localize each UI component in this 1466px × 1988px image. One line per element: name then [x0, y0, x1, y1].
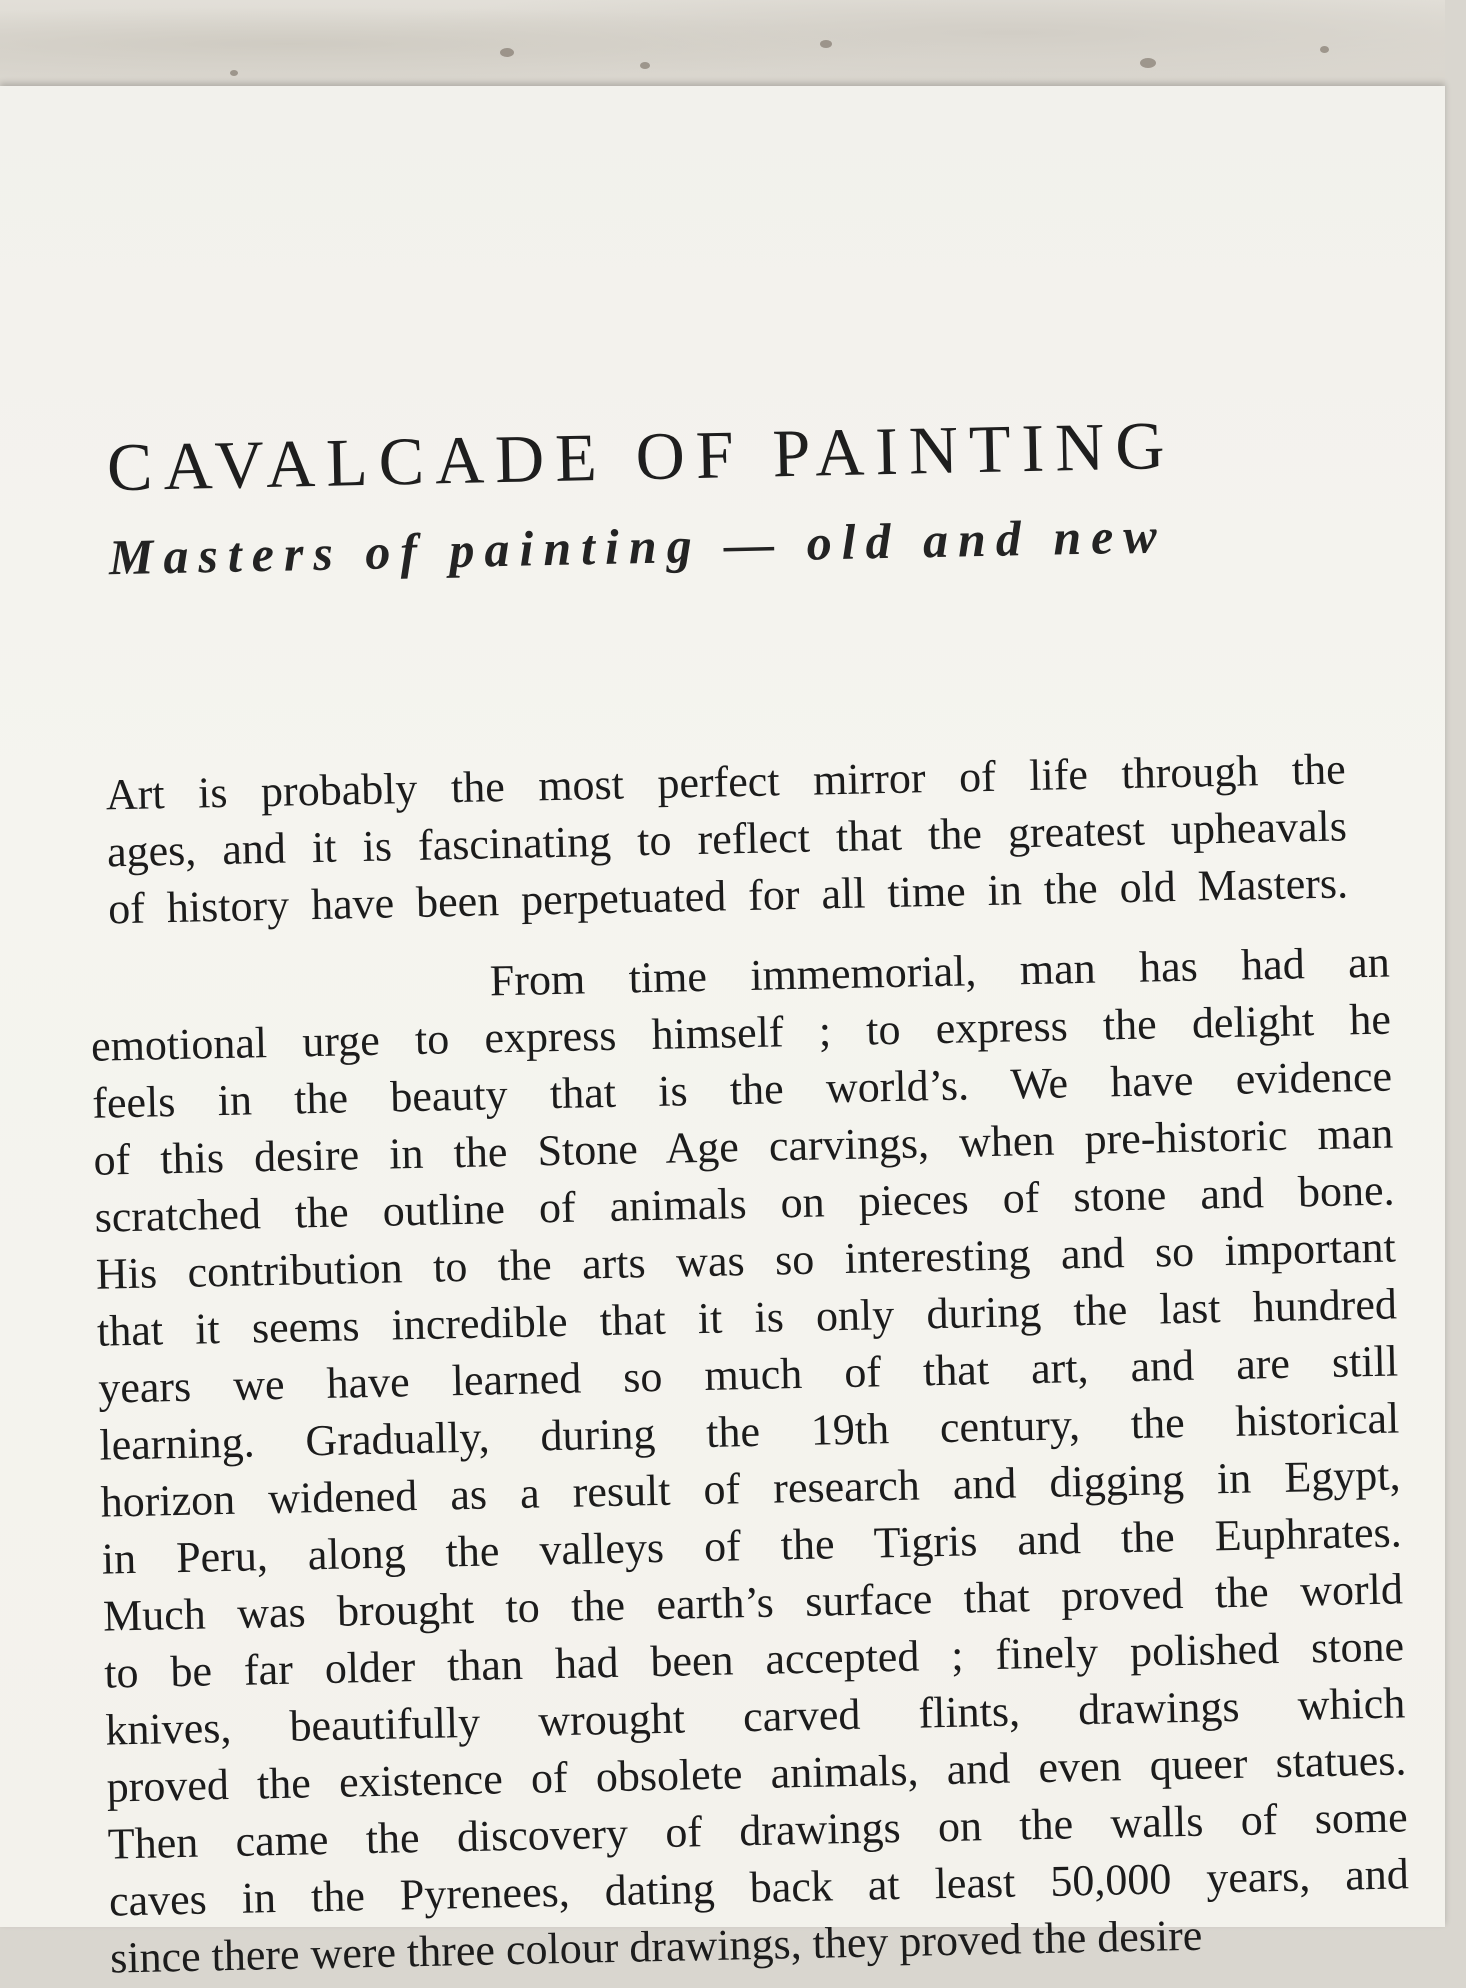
text-line: caves in the Pyrenees, dating back at least 50,000 years, and	[108, 1849, 1410, 1926]
text-line: of history have been perpetuated for all time in the old Masters.	[107, 858, 1349, 934]
surface-speck	[640, 62, 650, 69]
text-line: that it seems incredible that it is only during the last hundred	[96, 1279, 1398, 1356]
text-line: knives, beautifully wrought carved flints, drawings which	[104, 1678, 1406, 1755]
text-line: since there were three colour drawings, they proved the desire	[109, 1910, 1203, 1983]
book-page	[0, 86, 1445, 1983]
surface-speck	[1140, 58, 1156, 68]
text-line: scratched the outline of animals on pieces of stone and bone.	[94, 1165, 1395, 1242]
intro-paragraph	[105, 740, 1348, 937]
text-line: of this desire in the Stone Age carvings, when pre-historic man	[93, 1108, 1394, 1185]
surface-speck	[230, 70, 238, 76]
text-line: His contribution to the arts was so interesting and so important	[95, 1222, 1397, 1299]
text-line: ages, and it is fascinating to reflect that the greatest upheavals	[106, 801, 1348, 877]
text-line: Much was brought to the earth’s surface that proved the world	[102, 1564, 1404, 1641]
surface-speck	[500, 48, 514, 57]
text-line: emotional urge to express himself ; to express the delight he	[90, 994, 1392, 1071]
text-line: From time immemorial, man has had an	[489, 937, 1391, 1006]
body-paragraph	[89, 934, 1410, 1987]
text-line: Then came the discovery of drawings on the walls of some	[107, 1792, 1409, 1869]
text-line: learning. Gradually, during the 19th century, the historical	[98, 1393, 1400, 1470]
text-line: in Peru, along the valleys of the Tigris and the Euphrates.	[101, 1507, 1403, 1584]
surface-speck	[820, 40, 832, 48]
text-line: proved the existence of obsolete animals, and even queer statues.	[106, 1735, 1407, 1812]
page-content	[0, 71, 1465, 1983]
page-subtitle: Masters of painting — old and new	[108, 507, 1168, 586]
surface-speck	[1320, 46, 1329, 53]
text-line: Art is probably the most perfect mirror of life through the	[105, 744, 1347, 820]
text-line: to be far older than had been accepted ; finely polished stone	[103, 1621, 1405, 1698]
text-line: years we have learned so much of that art, and are still	[97, 1336, 1399, 1413]
text-line: feels in the beauty that is the world’s. We have evidence	[91, 1051, 1393, 1128]
page-title: CAVALCADE OF PAINTING	[106, 406, 1177, 506]
text-line: horizon widened as a result of research and digging in Egypt,	[100, 1450, 1401, 1527]
